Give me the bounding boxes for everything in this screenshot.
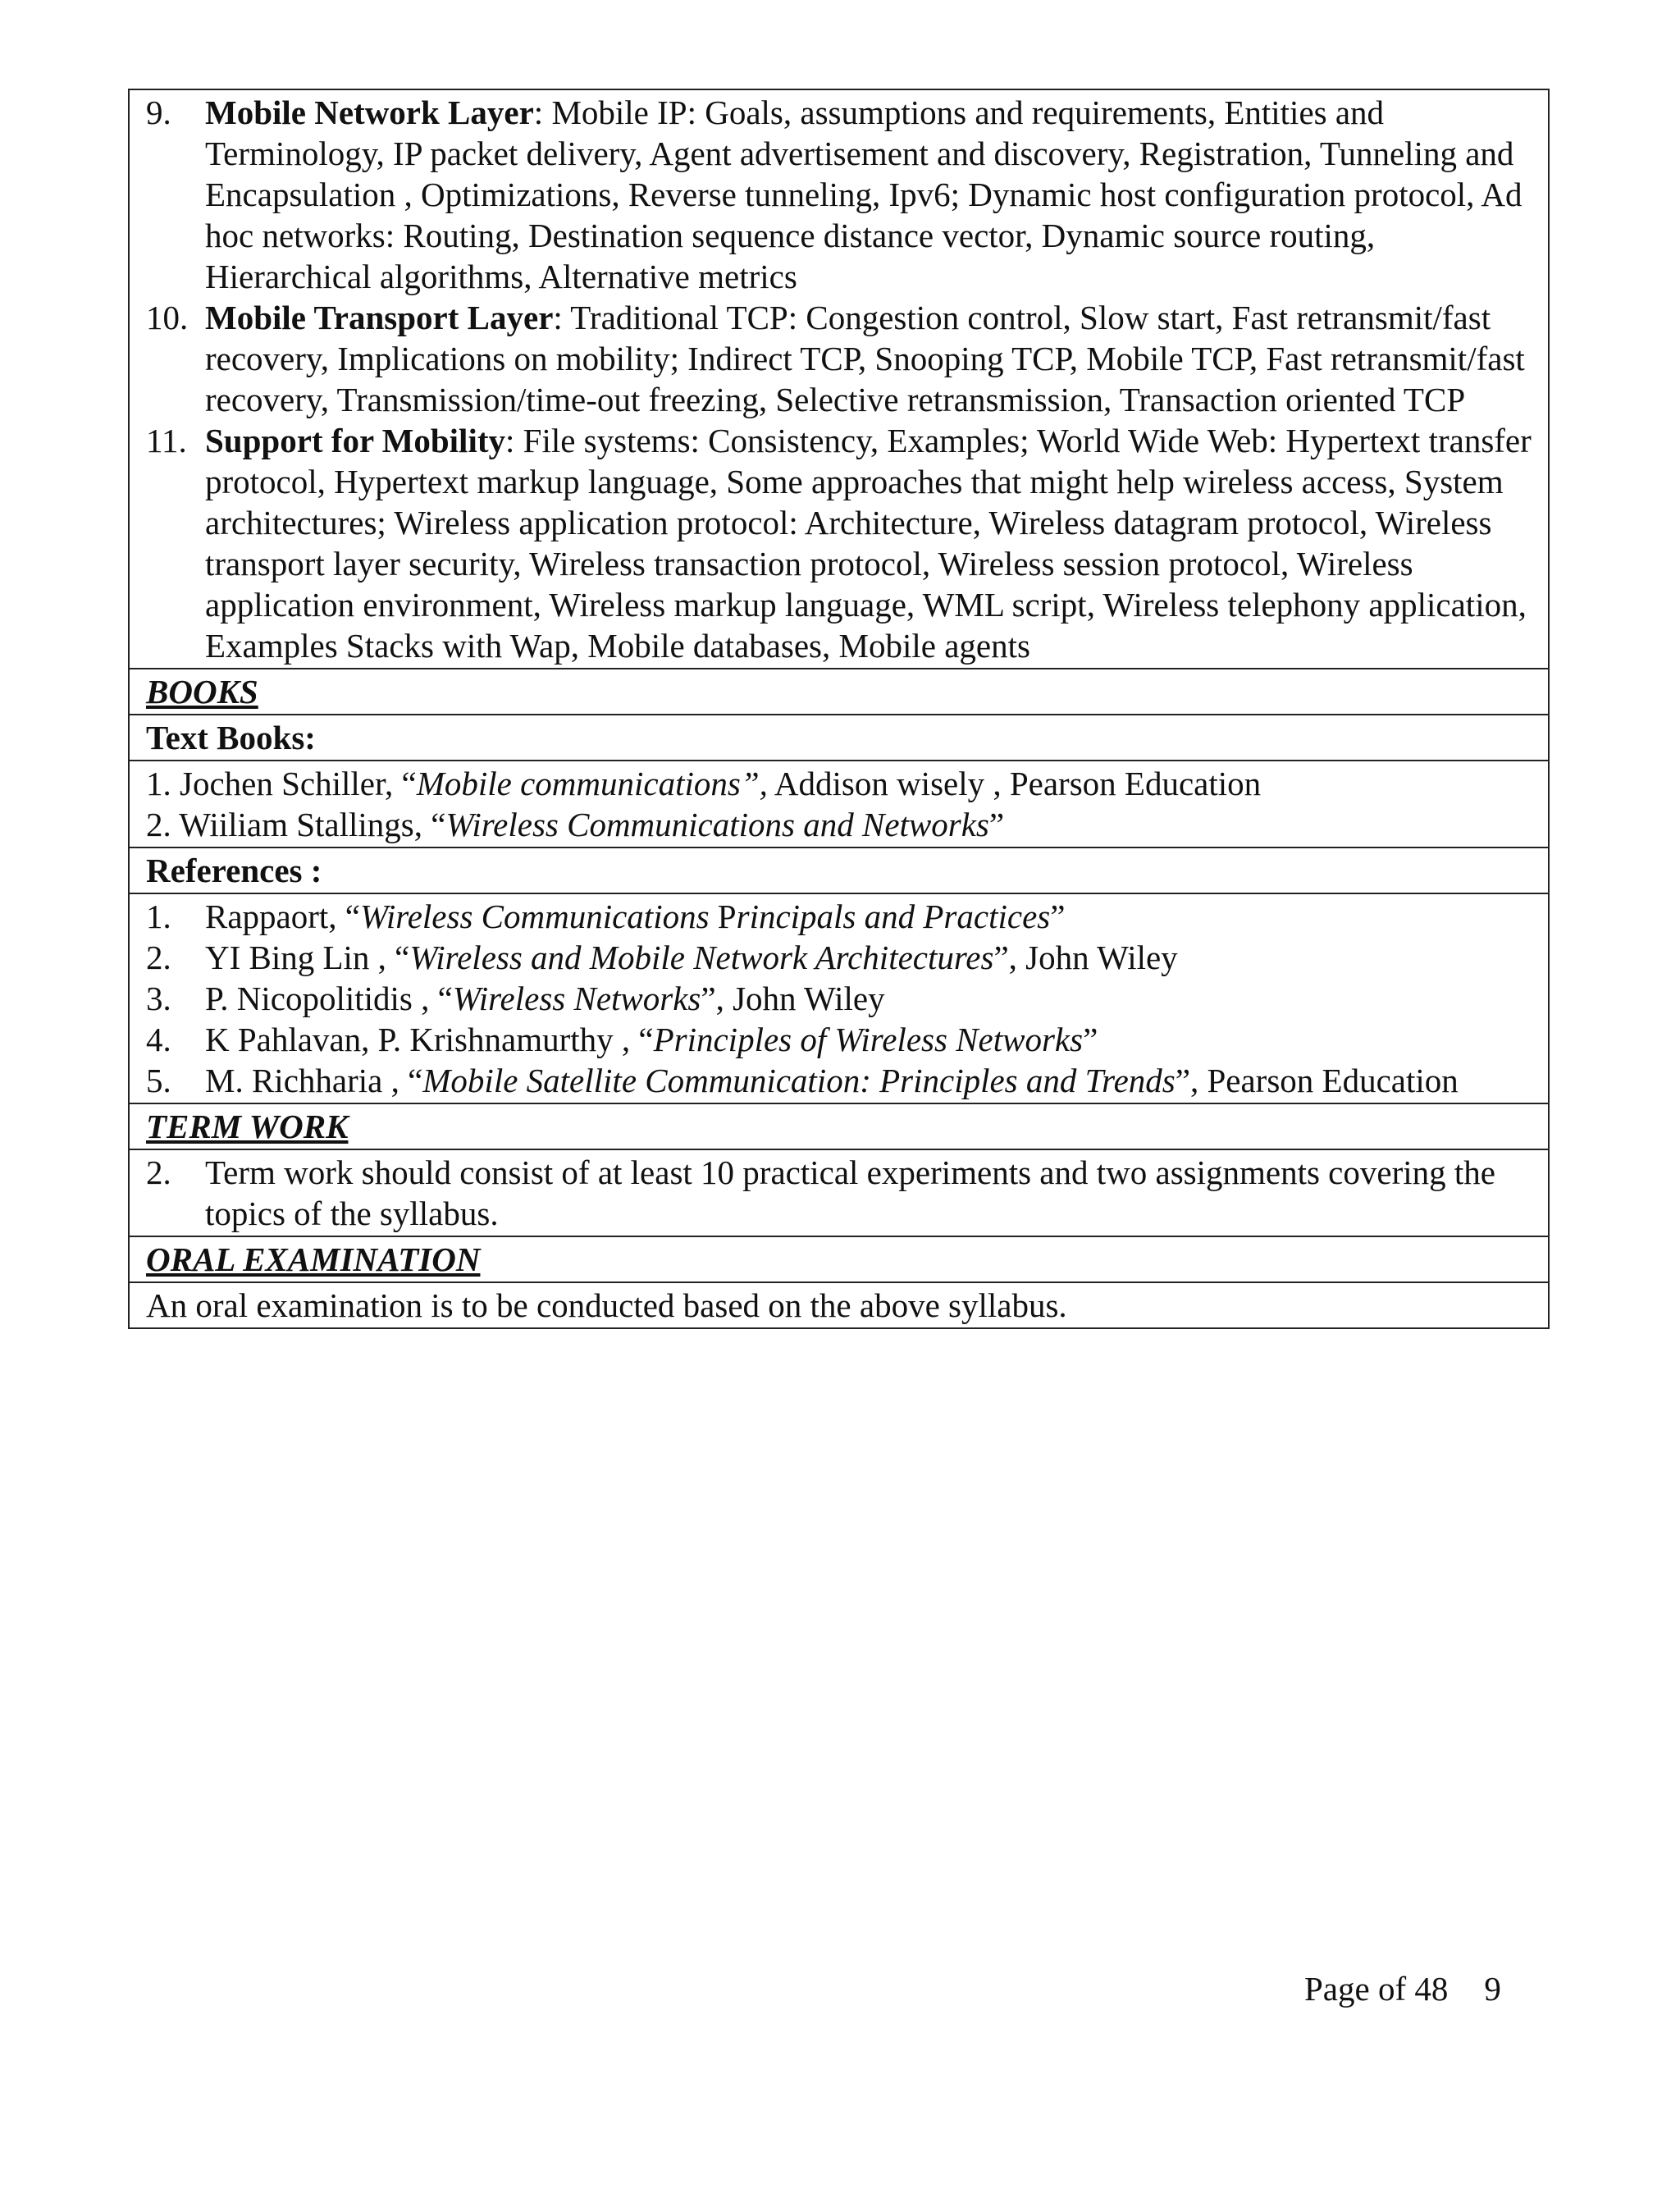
module-item	[146, 420, 1533, 666]
term-work-heading: TERM WORK	[146, 1108, 349, 1145]
term-work-item: 2. Term work should consist of at least 10 practical experiments and two assignments covering the topics of the syllabus.	[146, 1152, 1533, 1234]
page-label: Page of 48	[1304, 1970, 1449, 2008]
text-books-heading: Text Books:	[146, 719, 316, 756]
module-title: Mobile Network Layer	[205, 94, 534, 131]
term-work-text: Term work should consist of at least 10 practical experiments and two assignments covering the topics of the syllabus.	[205, 1154, 1495, 1232]
oral-exam-text: An oral examination is to be conducted based on the above syllabus.	[146, 1286, 1067, 1324]
module-title: Mobile Transport Layer	[205, 299, 554, 336]
module-number: 10.	[146, 299, 189, 336]
books-heading: BOOKS	[146, 673, 258, 710]
module-description: : File systems: Consistency, Examples; World Wide Web: Hypertext transfer protocol, Hypertext markup language, Some approaches that might help wireless access, System architectures; Wireless application protocol: Architecture, Wireless datagram protocol, Wireless transport layer security, Wireless transaction protocol, Wireless session protocol, Wireless application environment, Wireless markup language, WML script, Wireless telephony application, Examples Stacks with Wap, Mobile databases, Mobile agents	[205, 422, 1532, 665]
page-footer	[1304, 1969, 1501, 2008]
references-heading: References :	[146, 852, 322, 889]
term-work-row	[129, 1149, 1549, 1236]
references-cell	[129, 893, 1549, 1103]
text-books-cell	[129, 761, 1549, 847]
text-book-item: 1. Jochen Schiller, “Mobile communications”, Addison wisely , Pearson Education	[146, 765, 1262, 802]
term-work-heading-row	[129, 1103, 1549, 1149]
module-title: Support for Mobility	[205, 422, 505, 459]
oral-exam-heading: ORAL EXAMINATION	[146, 1240, 481, 1278]
text-book-item: 2. Wiiliam Stallings, “Wireless Communications and Networks”	[146, 806, 1005, 843]
page-number: 9	[1484, 1970, 1501, 2008]
books-heading-row	[129, 669, 1549, 715]
reference-item: 5. M. Richharia , “Mobile Satellite Communication: Principles and Trends”, Pearson Education	[146, 1062, 1459, 1099]
references-row	[129, 893, 1549, 1103]
text-books-row	[129, 761, 1549, 847]
reference-item: 2. YI Bing Lin , “Wireless and Mobile Network Architectures”, John Wiley	[146, 939, 1178, 976]
reference-item: 3. P. Nicopolitidis , “Wireless Networks”, John Wiley	[146, 980, 885, 1017]
module-description: : Mobile IP: Goals, assumptions and requirements, Entities and Terminology, IP packet delivery, Agent advertisement and discovery, Registration, Tunneling and Encapsulation , Optimizations, Reverse tunneling, Ipv6; Dynamic host configuration protocol, Ad hoc networks: Routing, Destination sequence distance vector, Dynamic source routing, Hierarchical algorithms, Alternative metrics	[205, 94, 1522, 295]
module-number: 9.	[146, 94, 171, 131]
modules-row	[129, 89, 1549, 669]
module-item	[146, 92, 1533, 297]
text-books-heading-row	[129, 715, 1549, 761]
oral-exam-row	[129, 1282, 1549, 1328]
syllabus-table	[128, 89, 1550, 1329]
module-description: : Traditional TCP: Congestion control, Slow start, Fast retransmit/fast recovery, Implications on mobility; Indirect TCP, Snooping TCP, Mobile TCP, Fast retransmit/fast recovery, Transmission/time-out freezing, Selective retransmission, Transaction oriented TCP	[205, 299, 1525, 418]
modules-cell	[129, 89, 1549, 669]
oral-exam-heading-row	[129, 1236, 1549, 1282]
module-number: 11.	[146, 422, 187, 459]
references-heading-row	[129, 847, 1549, 893]
reference-item: 1. Rappaort, “Wireless Communications Principals and Practices”	[146, 898, 1066, 935]
module-item	[146, 297, 1533, 420]
reference-item: 4. K Pahlavan, P. Krishnamurthy , “Principles of Wireless Networks”	[146, 1021, 1098, 1058]
